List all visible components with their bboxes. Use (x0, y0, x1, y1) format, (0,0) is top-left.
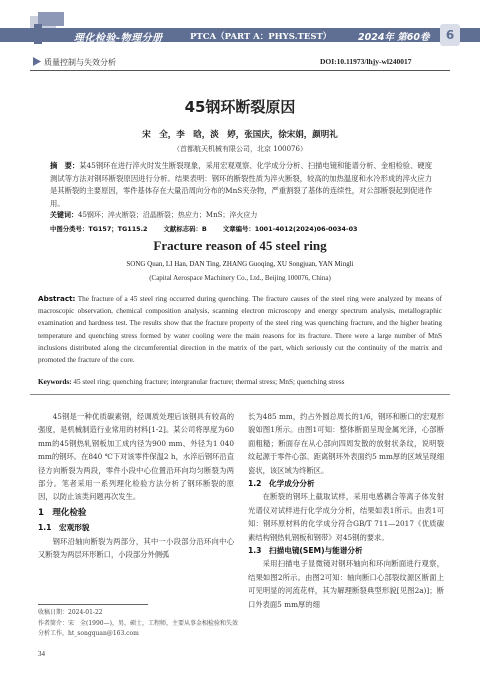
issue-number: 6 (440, 24, 460, 46)
article-number: 文章编号：1001-4012(2024)06-0034-03 (222, 225, 358, 233)
keywords-cn (50, 210, 432, 220)
abstract-cn-text: 某45钢环在进行淬火时发生断裂现象，采用宏观观察、化学成分分析、扫描电镜和能谱分析、金相检验、硬度测试等方法对钢环断裂原因进行分析。结果表明：钢环的断裂性质为淬火断裂，较高的加热温度和水冷形成的淬火应力是其断裂的主要原因，零件基体存在大量沿周向分布的MnS夹杂物，严重割裂了基体的连续性，对公部断裂起到促进作用。 (50, 161, 433, 208)
body-paragraph: 长为485 mm，约占外圆总周长的1/6，钢环和断口的宏观形貌如图1所示。由图1可知：整体断面呈现金属光泽，心部断面粗糙；断面存在从心部向四周发散的放射状条纹，说明裂纹起源于零件心部。距离钢环外表面约5 mm厚的区域呈现细瓷状，该区域为终断区。 (248, 412, 444, 475)
body-column-right (248, 410, 444, 611)
author-bio: 作者简介：宋 全(1990—)，男，硕士，工程师，主要从事金相检验和失效分析工作，ht_songquan@163.com (38, 619, 238, 637)
english-title: Fracture reason of 45 steel ring (153, 238, 327, 253)
page-title: 45钢环断裂原因 (184, 98, 296, 116)
header-divider (30, 70, 450, 71)
keywords-en-label: Keywords: (38, 378, 72, 386)
keywords-en (38, 378, 442, 386)
clc-number: 中图分类号：TG157；TG115.2 (50, 225, 148, 233)
footnote (38, 608, 238, 640)
body-paragraph: 钢环沿轴向断裂为两部分，其中一小段部分沿环向中心又断裂为两层环形断口，小段部分外侧弧 (38, 536, 234, 560)
abstract-cn (50, 160, 432, 210)
document-code: 文献标志码：B (163, 225, 207, 233)
subsection-heading: 1.1 宏观形貌 (38, 523, 90, 533)
affiliation-en: (Capital Aerospace Machinery Co., Ltd., Beijing 100076, China) (149, 274, 331, 282)
classification-line (50, 224, 440, 233)
page-number: 34 (38, 650, 45, 658)
authors-en: SONG Quan, LI Han, DAN Ting, ZHANG Guoqing, XU Songjuan, YAN Mingli (126, 260, 354, 268)
affiliation-cn: （首都航天机械有限公司，北京 100076） (173, 145, 307, 153)
journal-title: 理化检验-物理分册 (74, 33, 163, 44)
keywords-cn-text: 45钢环；淬火断裂；沿晶断裂；热应力；MnS；淬火应力 (78, 211, 258, 219)
intro-paragraph: 45钢是一种优质碳素钢，经调质处理后该钢具有较高的强度，是机械制造行业常用的材料[1-2]。某公司将厚度为60 mm的45钢热轧钢板加工成内径为900 mm、外径为1 040 mm的钢环。在840 ℃下对该零件保温2 h，水淬后钢环沿直径方向断裂为两段，零件小段中心位置沿环向均匀断裂为两部分。笔者采用一系列理化检验方法分析了钢环断裂的原因，以防止该类问题再次发生。 (38, 412, 234, 502)
year-volume: 2024年 第60卷 (358, 32, 430, 43)
body-paragraph: 在断裂的钢环上截取试样，采用电感耦合等离子体发射光谱仪对试样进行化学成分分析，结果如表1所示。由表1可知：钢环原材料的化学成分符合GB/T 711—2017《优质碳素结构钢热轧钢板和钢带》对45钢的要求。 (248, 492, 444, 542)
abstract-en (38, 293, 442, 366)
keywords-en-text: 45 steel ring; quenching fracture; intergranular fracture; thermal stress; MnS; quenching stress (73, 378, 345, 386)
doi[interactable]: DOI:10.11973/lhjy-wl240017 (320, 57, 412, 66)
keywords-cn-label: 关键词： (50, 211, 78, 219)
subsection-heading: 1.2 化学成分分析 (248, 479, 315, 489)
section-marker-icon (33, 57, 41, 66)
body-column-left (38, 410, 234, 561)
section-heading: 1 理化检验 (38, 507, 87, 518)
journal-english-name: PTCA（PART A：PHYS.TEST） (190, 32, 332, 42)
subsection-heading: 1.3 扫描电镜(SEM)与能谱分析 (248, 546, 363, 556)
body-paragraph: 采用扫描电子显微镜对钢环轴向和环向断面进行观察，结果如图2所示。由图2可知：轴向断口心部裂纹源区断面上可见明显的河流花样，其为解理断裂典型形貌[见图2a)]；断口外表面5 mm厚的细 (248, 559, 444, 609)
abstract-en-label: Abstract: (38, 294, 76, 303)
footnote-divider (38, 604, 148, 605)
authors-cn: 宋 全，李 晗，淡 婷，张国庆，徐宋娟，颜明礼 (142, 130, 338, 140)
abstract-divider (30, 394, 450, 395)
section-tag: 质量控制与失效分析 (44, 58, 116, 67)
abstract-en-text: The fracture of a 45 steel ring occurred during quenching. The fracture causes of the steel ring were analyzed by means of macroscopic observation, chemical composition analysis, scanning electron microscopy and energy spectrum analysis, metallographic examination and hardness test. The results show that the fracture property of the steel ring was quenching fracture, and the higher heating temperature and quenching stress formed by water cooling were the main reasons for its fracture. There were a large number of MnS inclusions distributed along the circumferential direction in the matrix of the part, which seriously cut the continuity of the matrix and promoted the fracture of the core. (38, 295, 442, 365)
received-date: 收稿日期：2024-01-22 (38, 609, 103, 616)
abstract-cn-label: 摘 要： (50, 161, 80, 170)
